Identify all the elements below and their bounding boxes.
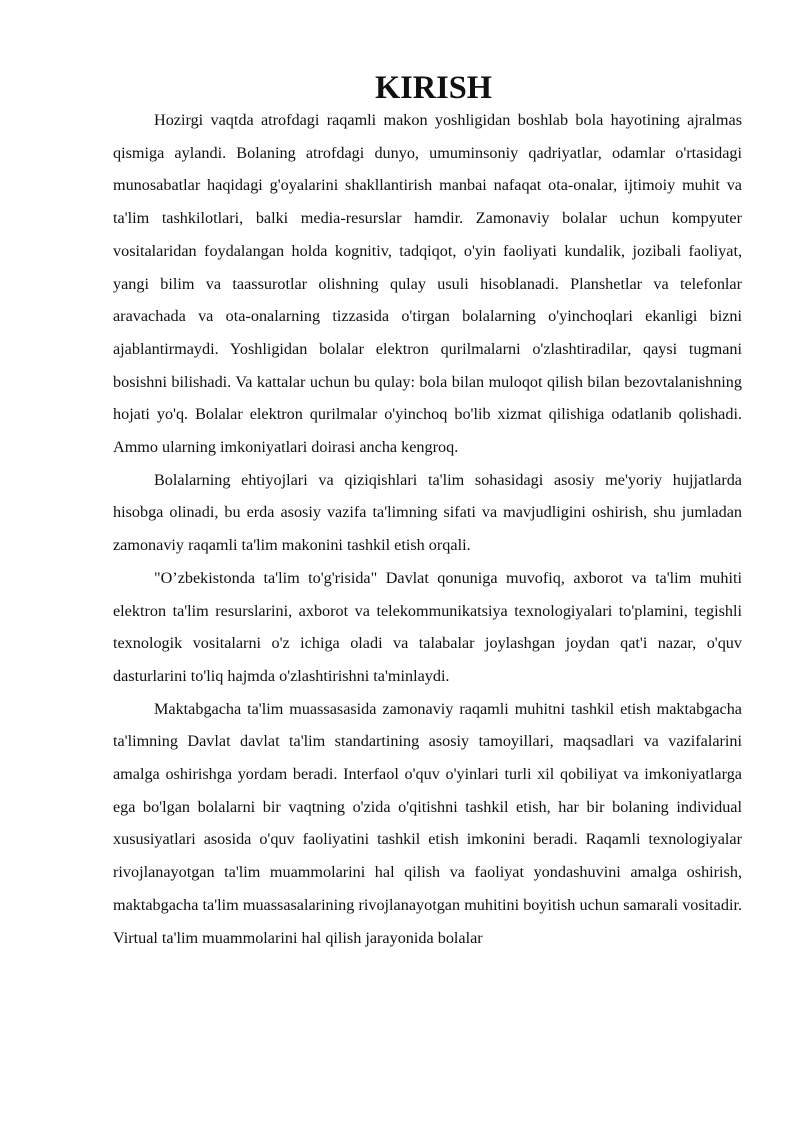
paragraph-1: Hozirgi vaqtda atrofdagi raqamli makon yoshligidan boshlab bola hayotining ajralmas qismiga aylandi. Bolaning atrofdagi dunyo, umuminsoniy qadriyatlar, odamlar o'rtasidagi munosabatlar haqidagi g'oyalarini shakllantirish manbai nafaqat ota-onalar, ijtimoiy muhit va ta'lim tashkilotlari, balki media-resurslar hamdir. Zamonaviy bolalar uchun kompyuter vositalaridan foydalangan holda kognitiv, tadqiqot, o'yin faoliyati kundalik, jozibali faoliyat, yangi bilim va taassurotlar olishning qulay usuli hisoblanadi. Planshetlar va telefonlar aravachada va ota-onalarning tizzasida o'tirgan bolalarning o'yinchoqlari ekanligi bizni ajablantirmaydi. Yoshligidan bolalar elektron qurilmalarni o'zlashtiradilar, qaysi tugmani bosishni bilishadi. Va kattalar uchun bu qulay: bola bilan muloqot qilish bilan bezovtalanishning hojati yo'q. Bolalar elektron qurilmalar o'yinchoq bo'lib xizmat qilishiga odatlanib qolishadi. Ammo ularning imkoniyatlari doirasi ancha kengroq. xyxy=(113,111,742,457)
paragraph-2: Bolalarning ehtiyojlari va qiziqishlari ta'lim sohasidagi asosiy me'yoriy hujjatlarda hisobga olinadi, bu erda asosiy vazifa ta'limning sifati va mavjudligini oshirish, shu jumladan zamonaviy raqamli ta'lim makonini tashkil etish orqali. xyxy=(113,470,742,555)
paragraph-3: "O’zbekistonda ta'lim to'g'risida" Davlat qonuniga muvofiq, axborot va ta'lim muhiti elektron ta'lim resurslarini, axborot va telekommunikatsiya texnologiyalari to'plamini, tegishli texnologik vositalarni o'z ichiga oladi va talabalar joylashgan joydan qat'i nazar, o'quv dasturlarini to'liq hajmda o'zlashtirishni ta'minlaydi. xyxy=(113,568,742,685)
document-page xyxy=(113,72,742,954)
paragraph-4: Maktabgacha ta'lim muassasasida zamonaviy raqamli muhitni tashkil etish maktabgacha ta'limning Davlat davlat ta'lim standartining asosiy tamoyillari, maqsadlari va vazifalarini amalga oshirishga yordam beradi. Interfaol o'quv o'yinlari turli xil qobiliyat va imkoniyatlarga ega bo'lgan bolalarni bir vaqtning o'zida o'qitishni tashkil etish, har bir bolaning individual xususiyatlari asosida o'quv faoliyatini tashkil etish imkonini beradi. Raqamli texnologiyalar rivojlanayotgan ta'lim muammolarini hal qilish va faoliyat yondashuvini amalga oshirish, maktabgacha ta'lim muassasalarining rivojlanayotgan muhitini boyitish uchun samarali vositadir. Virtual ta'lim muammolarini hal qilish jarayonida bolalar xyxy=(113,699,742,947)
page-title: KIRISH xyxy=(374,70,492,106)
